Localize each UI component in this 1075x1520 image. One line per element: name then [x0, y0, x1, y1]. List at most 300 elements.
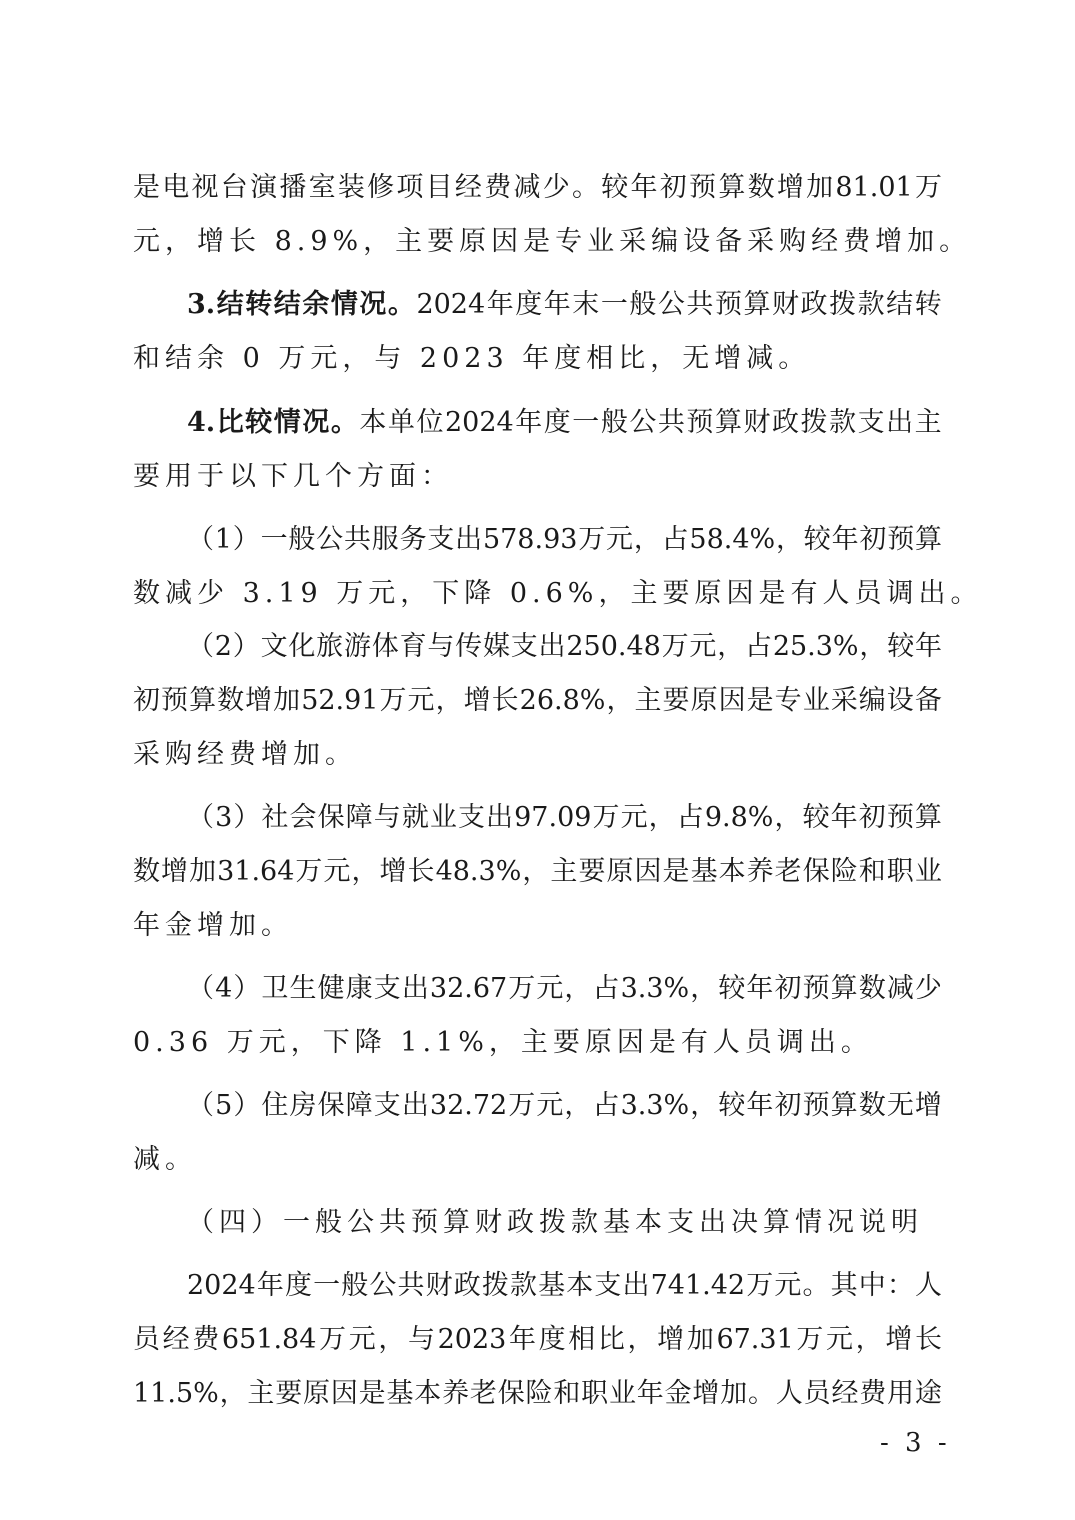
text-glyph: 单: [387, 407, 415, 438]
text-glyph: 占: [661, 524, 689, 555]
text-glyph: 年: [746, 1090, 774, 1121]
text-glyph: 转: [914, 289, 942, 320]
text-glyph: （: [187, 802, 214, 833]
text-glyph: 采: [830, 685, 858, 716]
text-line: [133, 339, 1075, 379]
text-glyph: 长: [491, 685, 519, 716]
text-glyph: 人: [775, 1378, 803, 1409]
text-glyph: 减: [513, 172, 541, 203]
text-glyph: 1: [214, 524, 232, 555]
text-glyph: ）: [233, 802, 261, 833]
text-glyph: 11.5%: [133, 1378, 219, 1409]
text-glyph: 共: [657, 407, 685, 438]
text-glyph: 万: [295, 856, 323, 887]
text-glyph: ）: [233, 973, 261, 1004]
text-glyph: ，: [627, 1324, 655, 1355]
text-glyph: 万: [746, 1270, 774, 1301]
text-glyph: 4: [215, 973, 233, 1004]
text-glyph: 出: [886, 407, 914, 438]
text-glyph: 是: [358, 1378, 386, 1409]
text-glyph: 2024: [416, 289, 486, 320]
text-glyph: ，: [606, 685, 634, 716]
text-glyph: 97.09: [514, 802, 592, 833]
text-glyph: 因: [718, 685, 746, 716]
text-glyph: ，: [855, 1324, 883, 1355]
text-glyph: （: [187, 973, 214, 1004]
text-glyph: 元: [536, 973, 564, 1004]
text-glyph: 化: [288, 631, 316, 662]
text-glyph: 较: [802, 802, 830, 833]
text-glyph: 较: [887, 631, 915, 662]
text-glyph: 元: [348, 1324, 376, 1355]
text-glyph: 算: [714, 407, 742, 438]
text-glyph: 增: [885, 1324, 913, 1355]
text-run: 0.36 万元，下降 1.1%，主要原因是有人员调出。: [133, 1027, 873, 1058]
text-glyph: 公: [316, 524, 344, 555]
text-glyph: 。: [387, 289, 415, 320]
text-glyph: 相: [568, 1324, 596, 1355]
text-glyph: 结: [886, 289, 914, 320]
text-glyph: 经: [162, 1324, 190, 1355]
text-glyph: 播: [279, 172, 307, 203]
text-glyph: 保: [802, 856, 830, 887]
text-glyph: 住: [261, 1090, 289, 1121]
text-glyph: 5: [215, 1090, 233, 1121]
text-glyph: 出: [622, 1270, 650, 1301]
text-glyph: 9.8%: [704, 802, 774, 833]
text-glyph: 年: [636, 1378, 664, 1409]
text-glyph: 万: [661, 631, 689, 662]
text-glyph: 万: [914, 172, 942, 203]
text-run: 采购经费增加。: [133, 739, 357, 770]
text-glyph: 万: [796, 1324, 824, 1355]
text-glyph: 预: [887, 524, 915, 555]
text-run: 元，增长 8.9%，主要原因是专业采编设备采购经费增加。: [133, 226, 972, 257]
text-glyph: 算: [189, 685, 217, 716]
text-glyph: ）: [232, 524, 260, 555]
text-glyph: 共: [686, 289, 714, 320]
text-glyph: 度: [515, 289, 543, 320]
text-glyph: 公: [629, 407, 657, 438]
text-glyph: ，: [774, 802, 802, 833]
text-glyph: ：: [886, 1270, 914, 1301]
text-glyph: 占: [592, 973, 620, 1004]
text-glyph: 因: [634, 856, 662, 887]
text-glyph: 元: [620, 802, 648, 833]
text-glyph: 支: [373, 1090, 401, 1121]
text-glyph: 初: [133, 685, 160, 716]
text-glyph: 长: [407, 856, 435, 887]
text-glyph: 加: [720, 1378, 748, 1409]
text-glyph: 保: [497, 1378, 525, 1409]
text-glyph: 2024: [444, 407, 514, 438]
text-glyph: 老: [774, 856, 802, 887]
text-glyph: 障: [345, 802, 373, 833]
text-glyph: 社: [261, 802, 289, 833]
text-glyph: 款: [829, 407, 857, 438]
text-glyph: 共: [343, 524, 371, 555]
text-glyph: 算: [914, 802, 942, 833]
text-glyph: 增: [657, 1324, 685, 1355]
text-glyph: 用: [887, 1378, 915, 1409]
text-glyph: 加: [806, 172, 834, 203]
text-glyph: 算: [914, 524, 942, 555]
text-glyph: 与: [427, 631, 455, 662]
text-glyph: 年: [831, 524, 859, 555]
text-glyph: 数: [217, 685, 245, 716]
text-glyph: 数: [133, 856, 160, 887]
text-glyph: ）: [233, 1090, 261, 1121]
text-glyph: 因: [330, 1378, 358, 1409]
text-glyph: 健: [317, 973, 345, 1004]
text-glyph: 。: [748, 1378, 776, 1409]
text-glyph: 年: [914, 631, 942, 662]
text-glyph: ，: [648, 802, 676, 833]
text-glyph: 拨: [800, 407, 828, 438]
text-glyph: 职: [886, 856, 914, 887]
text-glyph: 支: [457, 802, 485, 833]
text-glyph: 设: [886, 685, 914, 716]
text-glyph: 。: [802, 1270, 830, 1301]
text-glyph: 数: [858, 973, 886, 1004]
text-glyph: 4.: [187, 407, 216, 438]
text-glyph: 元: [606, 524, 634, 555]
text-glyph: 增: [914, 1090, 942, 1121]
text-line: [133, 735, 1075, 775]
text-glyph: 52.91: [301, 685, 379, 716]
text-glyph: 本: [566, 1270, 594, 1301]
text-glyph: 游: [343, 631, 371, 662]
text-glyph: 转: [245, 289, 273, 320]
text-glyph: 较: [718, 973, 746, 1004]
text-glyph: 58.4%: [689, 524, 776, 555]
text-glyph: ，: [717, 631, 745, 662]
text-glyph: 较: [601, 172, 629, 203]
text-glyph: 费: [484, 172, 512, 203]
page-number: - 3 -: [880, 1428, 951, 1458]
text-line: [187, 798, 942, 838]
text-glyph: 一: [260, 524, 288, 555]
text-glyph: 预: [886, 802, 914, 833]
text-glyph: 初: [659, 172, 687, 203]
text-glyph: 拨: [481, 1270, 509, 1301]
text-glyph: 元: [774, 1270, 802, 1301]
text-glyph: 预: [802, 973, 830, 1004]
text-glyph: 增: [776, 172, 804, 203]
text-line: [133, 1140, 1075, 1180]
text-glyph: 基: [690, 856, 718, 887]
text-line: [133, 1023, 1075, 1063]
text-glyph: 金: [664, 1378, 692, 1409]
text-glyph: 26.8%: [519, 685, 606, 716]
text-glyph: 经: [454, 172, 482, 203]
text-glyph: 算: [830, 973, 858, 1004]
text-glyph: 传: [455, 631, 483, 662]
text-glyph: 养: [746, 856, 774, 887]
text-glyph: 保: [317, 802, 345, 833]
text-glyph: 服: [371, 524, 399, 555]
text-glyph: 预: [714, 289, 742, 320]
text-glyph: 3.: [187, 289, 216, 320]
text-glyph: 途: [914, 1378, 942, 1409]
text-glyph: 少: [914, 973, 942, 1004]
text-glyph: 支: [594, 1270, 622, 1301]
text-glyph: 651.84: [221, 1324, 317, 1355]
text-glyph: 支: [510, 631, 538, 662]
text-glyph: 初: [858, 802, 886, 833]
text-glyph: 数: [858, 1090, 886, 1121]
text-glyph: 减: [886, 973, 914, 1004]
text-glyph: 出: [486, 802, 514, 833]
text-glyph: ，: [435, 685, 463, 716]
text-line: [133, 906, 1075, 946]
text-glyph: ，: [690, 1090, 718, 1121]
text-glyph: 预: [802, 1090, 830, 1121]
text-glyph: 业: [802, 685, 830, 716]
text-run: 和结余 0 万元，与 2023 年度相比，无增减。: [133, 343, 811, 374]
text-glyph: 要: [662, 685, 690, 716]
text-glyph: ，: [351, 856, 379, 887]
text-glyph: 本: [718, 856, 746, 887]
text-glyph: 旅: [316, 631, 344, 662]
text-glyph: 款: [857, 289, 885, 320]
text-glyph: 度: [543, 407, 571, 438]
text-glyph: 末: [572, 289, 600, 320]
text-glyph: 保: [317, 1090, 345, 1121]
text-glyph: 政: [772, 407, 799, 438]
text-glyph: 加: [273, 685, 301, 716]
text-glyph: 险: [830, 856, 858, 887]
text-glyph: 250.48: [566, 631, 661, 662]
text-glyph: 养: [442, 1378, 470, 1409]
text-glyph: 体: [371, 631, 399, 662]
text-glyph: 3: [215, 802, 233, 833]
text-glyph: ，: [378, 1324, 406, 1355]
text-glyph: 2: [214, 631, 232, 662]
text-line: [133, 168, 942, 208]
text-glyph: 室: [308, 172, 336, 203]
text-glyph: （: [187, 1090, 214, 1121]
text-glyph: 无: [886, 1090, 914, 1121]
text-glyph: 主: [247, 1378, 275, 1409]
text-glyph: （: [187, 524, 214, 555]
text-glyph: 2024: [187, 1270, 256, 1301]
text-glyph: 578.93: [482, 524, 578, 555]
text-glyph: 政: [800, 289, 828, 320]
text-glyph: 万: [319, 1324, 347, 1355]
text-glyph: 较: [245, 407, 273, 438]
text-glyph: 加: [686, 1324, 714, 1355]
text-line: [133, 1320, 942, 1360]
text-glyph: 出: [538, 631, 566, 662]
text-glyph: 占: [745, 631, 773, 662]
text-line: [187, 403, 942, 443]
text-glyph: 31.64: [217, 856, 295, 887]
text-glyph: 中: [858, 1270, 886, 1301]
text-glyph: 人: [914, 1270, 942, 1301]
text-glyph: 公: [657, 289, 685, 320]
text-glyph: ，: [690, 973, 718, 1004]
text-glyph: 原: [303, 1378, 331, 1409]
text-glyph: 本: [414, 1378, 442, 1409]
text-glyph: 万: [592, 802, 620, 833]
text-glyph: 况: [359, 289, 387, 320]
text-glyph: 增: [245, 685, 273, 716]
text-glyph: 占: [676, 802, 704, 833]
text-glyph: 业: [429, 802, 457, 833]
text-glyph: 职: [581, 1378, 609, 1409]
text-glyph: 般: [600, 407, 628, 438]
text-glyph: 员: [133, 1324, 160, 1355]
text-glyph: 较: [718, 1090, 746, 1121]
text-glyph: 算: [718, 172, 746, 203]
text-glyph: 81.01: [835, 172, 913, 203]
text-glyph: 财: [743, 407, 771, 438]
text-glyph: 业: [914, 856, 942, 887]
text-glyph: 年: [630, 172, 658, 203]
text-line: [187, 969, 942, 1009]
text-glyph: 48.3%: [435, 856, 522, 887]
text-glyph: 年: [515, 407, 543, 438]
text-run: 数减少 3.19 万元，下降 0.6%，主要原因是有人员调出。: [133, 578, 983, 609]
text-glyph: 编: [858, 685, 886, 716]
text-glyph: 元: [536, 1090, 564, 1121]
text-glyph: 文: [260, 631, 288, 662]
text-glyph: 预: [686, 407, 714, 438]
text-glyph: 2023: [437, 1324, 507, 1355]
text-glyph: 财: [425, 1270, 453, 1301]
text-glyph: 出: [401, 1090, 429, 1121]
text-glyph: 初: [774, 973, 802, 1004]
text-glyph: ，: [522, 856, 550, 887]
text-glyph: 基: [386, 1378, 414, 1409]
text-glyph: 元: [826, 1324, 854, 1355]
text-glyph: 一: [600, 289, 628, 320]
text-glyph: 出: [401, 973, 429, 1004]
text-glyph: 元: [407, 685, 435, 716]
text-glyph: ，: [564, 1090, 592, 1121]
text-glyph: ，: [859, 631, 887, 662]
text-line: [187, 1203, 1075, 1243]
text-glyph: 财: [772, 289, 799, 320]
text-glyph: 。: [330, 407, 358, 438]
text-glyph: 专: [774, 685, 802, 716]
text-glyph: 支: [373, 973, 401, 1004]
text-glyph: 算: [743, 289, 771, 320]
text-glyph: 视: [191, 172, 219, 203]
text-line: [133, 222, 1075, 262]
text-glyph: 元: [323, 856, 351, 887]
text-glyph: 般: [629, 289, 657, 320]
text-glyph: 年: [486, 289, 514, 320]
text-glyph: 增: [692, 1378, 720, 1409]
text-glyph: 预: [161, 685, 189, 716]
text-glyph: 一: [572, 407, 600, 438]
text-glyph: 款: [509, 1270, 537, 1301]
text-glyph: ，: [633, 524, 661, 555]
text-glyph: 算: [830, 1090, 858, 1121]
text-glyph: 费: [192, 1324, 220, 1355]
text-run: 要用于以下几个方面：: [133, 461, 453, 492]
text-glyph: 增: [161, 856, 189, 887]
text-glyph: 年: [543, 289, 571, 320]
text-glyph: 数: [747, 172, 775, 203]
text-glyph: 少: [542, 172, 570, 203]
text-run: 年金增加。: [133, 910, 293, 941]
text-glyph: 结: [273, 289, 301, 320]
text-glyph: 25.3%: [772, 631, 859, 662]
text-glyph: 是: [133, 172, 160, 203]
text-glyph: 老: [469, 1378, 497, 1409]
text-glyph: 共: [397, 1270, 425, 1301]
text-glyph: 结: [216, 289, 244, 320]
text-line: [133, 681, 942, 721]
text-glyph: 和: [858, 856, 886, 887]
text-glyph: 本: [359, 407, 387, 438]
text-glyph: 会: [289, 802, 317, 833]
text-glyph: 增: [379, 856, 407, 887]
text-glyph: 3.3%: [620, 1090, 690, 1121]
text-glyph: 出: [455, 524, 483, 555]
text-glyph: 就: [401, 802, 429, 833]
text-glyph: ，: [776, 524, 803, 555]
text-glyph: 险: [525, 1378, 553, 1409]
text-glyph: 情: [273, 407, 301, 438]
text-glyph: 公: [369, 1270, 397, 1301]
text-glyph: 和: [553, 1378, 581, 1409]
text-glyph: 情: [330, 289, 358, 320]
text-glyph: 是: [662, 856, 690, 887]
text-glyph: 经: [831, 1378, 859, 1409]
text-glyph: 余: [302, 289, 330, 320]
text-line: [187, 285, 942, 325]
text-glyph: 一: [313, 1270, 341, 1301]
text-glyph: 位: [416, 407, 444, 438]
text-glyph: 占: [592, 1090, 620, 1121]
text-glyph: 电: [162, 172, 190, 203]
text-glyph: 台: [220, 172, 248, 203]
text-glyph: 长: [914, 1324, 942, 1355]
text-glyph: 拨: [829, 289, 857, 320]
text-glyph: 费: [859, 1378, 887, 1409]
text-glyph: ，: [564, 973, 592, 1004]
text-glyph: 育: [399, 631, 427, 662]
text-glyph: 基: [538, 1270, 566, 1301]
text-glyph: 较: [803, 524, 831, 555]
text-glyph: 度: [284, 1270, 312, 1301]
text-glyph: 。: [571, 172, 599, 203]
text-glyph: 比: [216, 407, 244, 438]
text-glyph: 741.42: [650, 1270, 746, 1301]
text-line: [133, 1374, 942, 1414]
text-glyph: 与: [373, 802, 401, 833]
text-glyph: 支: [857, 407, 885, 438]
text-run: （四）一般公共预算财政拨款基本支出决算情况说明: [187, 1207, 923, 1238]
text-glyph: 万: [379, 685, 407, 716]
text-glyph: 般: [288, 524, 316, 555]
text-glyph: 万: [508, 973, 536, 1004]
text-glyph: 32.67: [429, 973, 508, 1004]
text-glyph: （: [187, 631, 214, 662]
text-glyph: 初: [774, 1090, 802, 1121]
text-glyph: 度: [538, 1324, 566, 1355]
text-line: [133, 852, 942, 892]
text-glyph: 要: [578, 856, 606, 887]
text-glyph: 年: [830, 802, 858, 833]
text-glyph: 要: [275, 1378, 303, 1409]
text-glyph: 67.31: [716, 1324, 794, 1355]
text-glyph: 卫: [261, 973, 289, 1004]
